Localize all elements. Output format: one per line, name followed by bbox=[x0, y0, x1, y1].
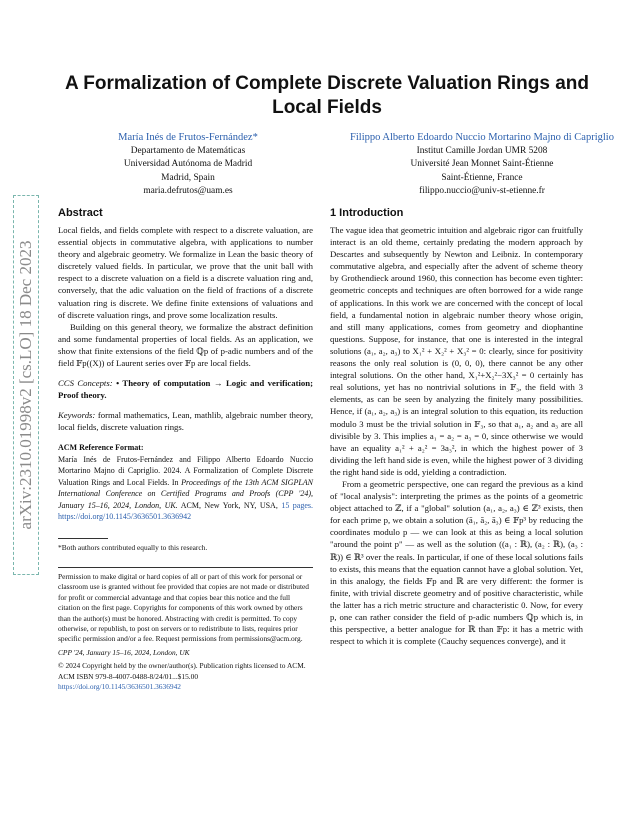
reference-text-part: ACM, New York, NY, USA, bbox=[177, 500, 282, 510]
keywords-label: Keywords: bbox=[58, 410, 96, 421]
author-email: maria.defrutos@uam.es bbox=[143, 186, 233, 197]
keywords bbox=[58, 409, 313, 433]
reference-proceedings: Proceedings of the 13th ACM SIGPLAN International Conference on Certified Programs and Proofs (CPP '24), January 15–16, 2024, London, UK. bbox=[58, 477, 313, 510]
venue-line: CPP '24, January 15–16, 2024, London, UK bbox=[58, 647, 190, 657]
author-name[interactable]: María Inés de Frutos-Fernández* bbox=[118, 132, 258, 143]
intro-paragraph: From a geometric perspective, one can regard the previous as a kind of "local analysis": interpreting the primes as the points of a geometric object attached to ℤ, if a "global" solution (a₁, a₂, a₃) ∈ ℤ³ exists, then for each prime p, we obtain a solution (ā₁, ā₂, ā₃) ∈ 𝔽p³ by reducing the coordinates modulo p — we can look at this as being a local solution "around the point p" — as well as the solution ((a₁ : ℝ), (a₂ : ℝ), (a₃ : ℝ)) ∈ ℝ³ over the reals. In particular, if one of these local solutions fails to exists, this means that the equation cannot have a global solution. Yet, in this analogy, the fields 𝔽p and ℝ are very different: the former is finite, with trivial discrete geometry and of positive characteristic, while the latter has a rich metric structure and characteristic 0. Now, for every p, one can rather consider the field of p-adic numbers ℚp which is, in this perspective, a better analogue for ℝ than 𝔽p: it has a metric with respect to which it is complete (Cauchy sequences converge), and it bbox=[330, 478, 583, 647]
ccs-label: CCS Concepts: bbox=[58, 378, 113, 389]
abstract-paragraph: Local fields, and fields complete with respect to a discrete valuation, are essential objects in commutative algebra, with applications to number theory and algebraic geometry. We formalize in Lean the basic theory of discretely valued fields. In particular, we prove that the unit ball with respect to a discrete valuation on a field is a discrete valuation ring and, conversely, that the adic valuation on the field of fractions of a discrete valuation ring is discrete. We define finite extensions of valuations and of discrete valuation rings, and prove some localization results. bbox=[58, 225, 313, 320]
ccs-text: • Theory of computation → Logic and verification; Proof theory. bbox=[58, 378, 313, 401]
author-location: Madrid, Spain bbox=[161, 172, 215, 183]
author-affiliation: Departamento de Matemáticas bbox=[130, 145, 246, 156]
left-column bbox=[58, 206, 313, 692]
isbn-line: ACM ISBN 979-8-4007-0488-8/24/01...$15.00 bbox=[58, 671, 199, 681]
reference-text bbox=[58, 454, 313, 523]
author-location: Saint-Étienne, France bbox=[441, 172, 523, 183]
reference-text-part: María Inés de Frutos-Fernández and Filippo Alberto Edoardo Nuccio Mortarino Majno di Capriglio. 2024. A Formalization of Complete Discrete Valuation Rings and Local Fields. In bbox=[58, 454, 313, 487]
abstract-heading: Abstract bbox=[58, 207, 103, 219]
author-email: filippo.nuccio@univ-st-etienne.fr bbox=[419, 186, 545, 197]
keywords-text: formal mathematics, Lean, mathlib, algebraic number theory, local fields, discrete valuation rings. bbox=[58, 410, 313, 433]
ccs-concepts bbox=[58, 377, 313, 401]
section-heading-introduction: 1 Introduction bbox=[330, 207, 404, 219]
paper-title: A Formalization of Complete Discrete Valuation Rings and Local Fields bbox=[65, 73, 589, 118]
author-block-1 bbox=[98, 131, 278, 199]
footnote: *Both authors contributed equally to this research. bbox=[58, 542, 208, 552]
permission-block bbox=[58, 567, 313, 692]
copyright-line: © 2024 Copyright held by the owner/author(s). Publication rights licensed to ACM. bbox=[58, 661, 306, 671]
reference-pages-link[interactable]: 15 pages. bbox=[281, 500, 314, 510]
abstract-paragraph: Building on this general theory, we formalize the abstract definition and some fundamental properties of local fields. As an application, we show that finite extensions of the field ℚp of p-adic numbers and of the field 𝔽p((X)) of Laurent series over 𝔽p are local fields. bbox=[58, 321, 313, 369]
arxiv-stamp-text: arXiv:2310.01998v2 [cs.LO] 18 Dec 2023 bbox=[16, 240, 35, 530]
reference-doi-link[interactable]: https://doi.org/10.1145/3636501.3636942 bbox=[58, 512, 192, 522]
footnote-rule bbox=[58, 538, 108, 539]
reference-heading: ACM Reference Format: bbox=[58, 442, 144, 452]
permission-text: Permission to make digital or hard copies of all or part of this work for personal or classroom use is granted without fee provided that copies are not made or distributed for profit or commercial advantage and that copies bear this notice and the full citation on the first page. Copyrights for components of this work owned by others than the author(s) must be honored. Abstracting with credit is permitted. To copy otherwise, or republish, to post on servers or to redistribute to lists, requires prior specific permission and/or a fee. Request permissions from permissions@acm.org. bbox=[58, 572, 310, 644]
author-name[interactable]: Filippo Alberto Edoardo Nuccio Mortarino Majno di Capriglio bbox=[350, 132, 614, 143]
author-block-2 bbox=[324, 131, 640, 199]
author-affiliation: Institut Camille Jordan UMR 5208 bbox=[416, 145, 548, 156]
arxiv-stamp bbox=[13, 195, 39, 575]
right-column bbox=[330, 206, 583, 647]
permission-doi-link[interactable]: https://doi.org/10.1145/3636501.3636942 bbox=[58, 682, 181, 692]
author-affiliation: Universidad Autónoma de Madrid bbox=[123, 159, 253, 170]
author-affiliation: Université Jean Monnet Saint-Étienne bbox=[410, 159, 554, 170]
intro-paragraph: The vague idea that geometric intuition and algebraic rigor can fruitfully interact is an old theme, certainly predating the modern approach by Descartes and subsequently by Newton and Leibniz. In contemporary commutative algebra, and especially after the advent of scheme theory by Grothendieck around 1960, this connection has become even tighter: geometric concepts and techniques are often borrowed for a wide range of applications. In this work we are concerned with the concept of local field, a fundamental notion in algebraic number theory whose origin, and still many applications, comes from geometry and diophantine questions. Suppose, for instance, that one is interested in the integral solutions (a₁, a₂, a₃) to X₁² + X₂² + X₃² = 0: clearly, since for positivity reasons the only real solution is (0, 0, 0), there cannot be any other integral solutions. On the other hand, X₁²+X₂²−3X₃² = 0 certainly has real solutions, yet has no nontrivial solutions in 𝔽₃, the field with 3 elements, as can be seen by analyzing the finitely many possibilities. Hence, if (a₁, a₂, a₃) is an integral solution to this equation, its reduction modulo 3 must be the trivial solution in 𝔽₃, so that a₁, a₂ and a₃ are all divisible by 3. This implies a₁ = a₂ = a₃ = 0, since otherwise we would have an equality a₁² + a₂² = 3a₃², in which the highest power of 3 dividing the left hand side is even, while the highest power of 3 dividing the right hand side is odd, yielding a contradiction. bbox=[330, 225, 583, 477]
